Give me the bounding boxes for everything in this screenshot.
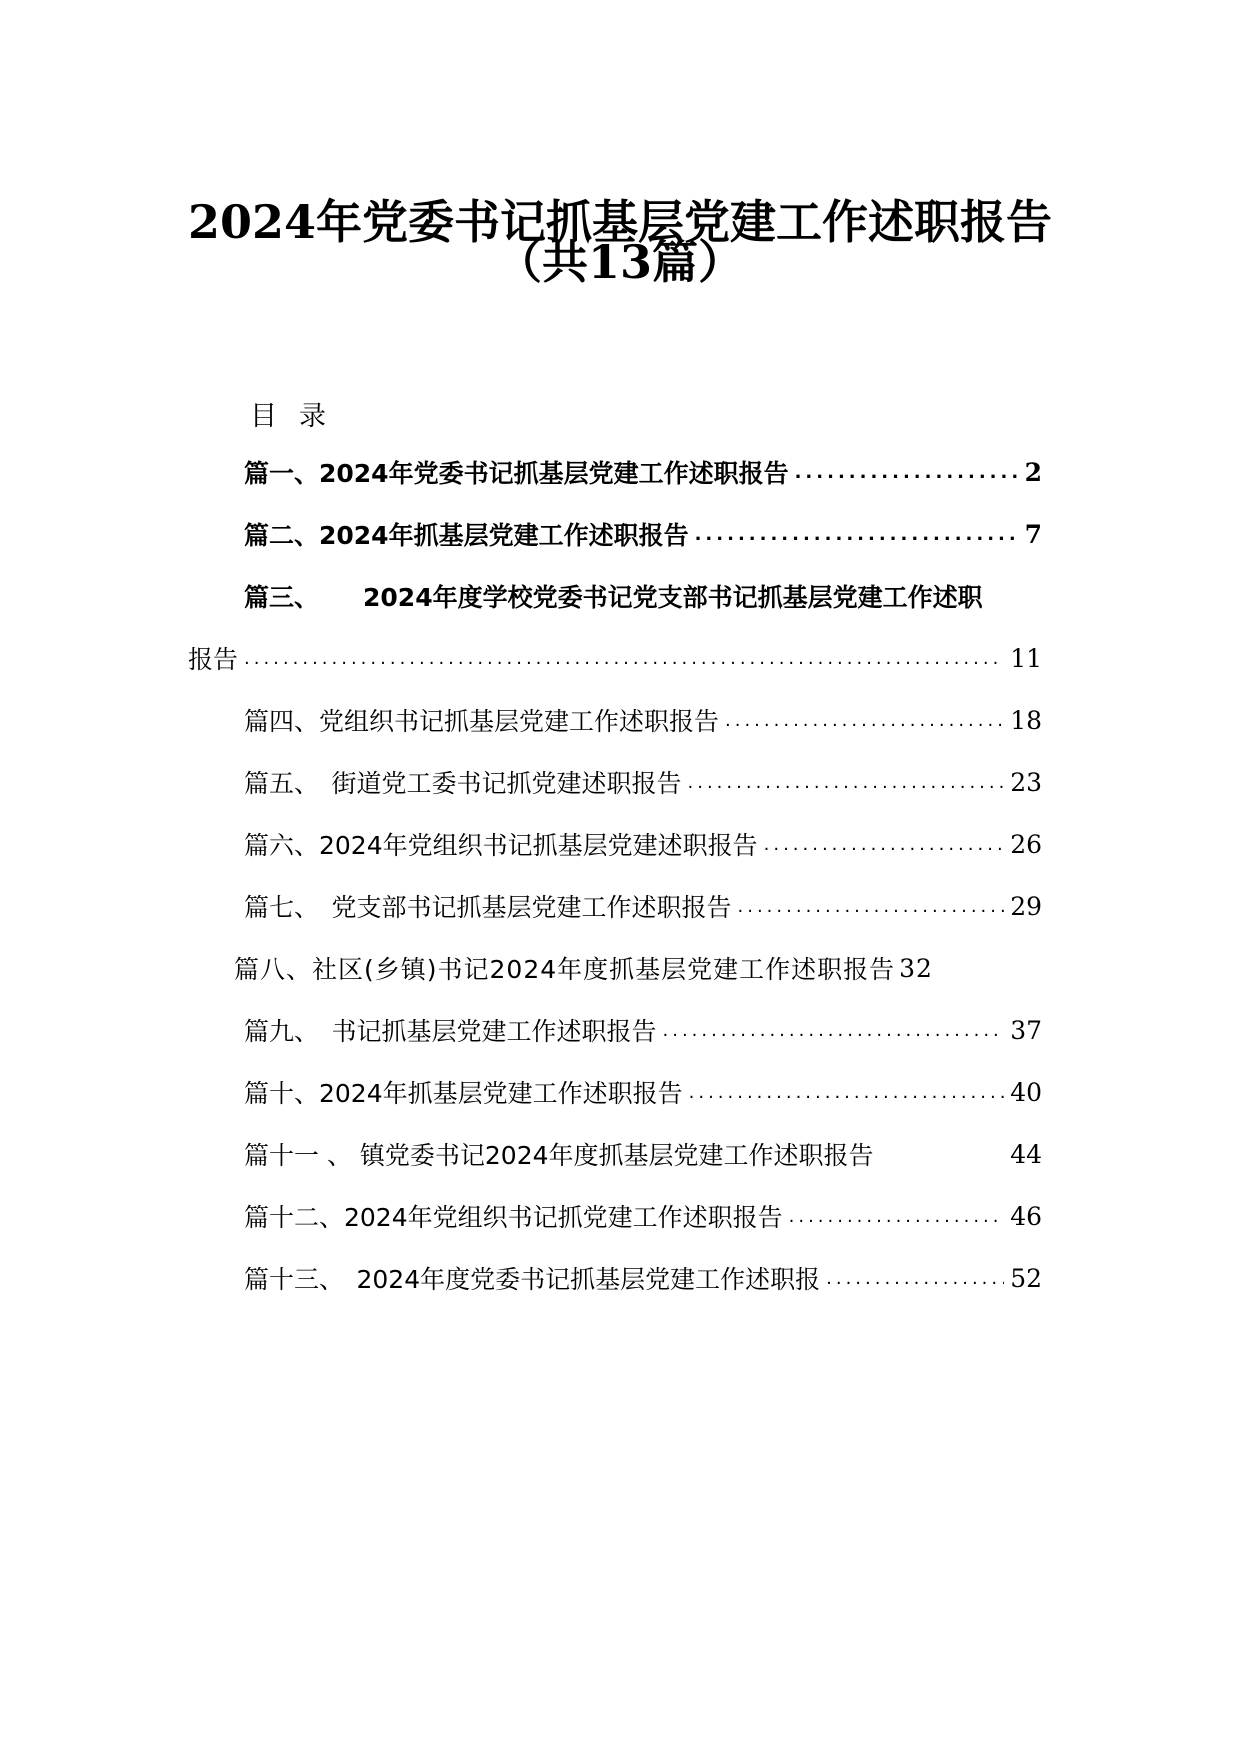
- toc-entry-3[interactable]: [244, 574, 1042, 618]
- toc-entry-3-continued[interactable]: [188, 636, 1042, 680]
- toc-entry-5[interactable]: [244, 760, 1042, 804]
- toc-entry-10[interactable]: [244, 1070, 1042, 1114]
- toc-dot-leader: [795, 462, 1019, 483]
- toc-dot-leader: [244, 648, 1004, 669]
- toc-entry-label: 篇九、 书记抓基层党建工作述职报告: [244, 1017, 657, 1046]
- toc-entry-label: 篇七、 党支部书记抓基层党建工作述职报告: [244, 893, 732, 922]
- toc-entry-8[interactable]: [234, 946, 1064, 990]
- toc-entry-6[interactable]: [244, 822, 1042, 866]
- toc-entry-label: 篇四、党组织书记抓基层党建工作述职报告: [244, 707, 720, 736]
- document-title: 2024年党委书记抓基层党建工作述职报告: [187, 195, 1053, 249]
- toc-dot-leader: [688, 772, 1005, 793]
- toc-entry-label: 篇六、2024年党组织书记抓基层党建述职报告: [244, 831, 758, 860]
- toc-entry-page: 37: [1010, 1015, 1042, 1045]
- toc-entry-page: 7: [1024, 519, 1042, 549]
- toc-dot-leader: [738, 896, 1005, 917]
- toc-entry-9[interactable]: [244, 1008, 1042, 1052]
- toc-dot-leader: [764, 834, 1005, 855]
- toc-dot-leader: [663, 1020, 1005, 1041]
- toc-dot-leader: [826, 1268, 1004, 1289]
- toc-entry-page: 23: [1010, 767, 1042, 797]
- toc-dot-leader: [689, 1082, 1005, 1103]
- toc-entry-label: 篇十三、 2024年度党委书记抓基层党建工作述职报: [244, 1265, 821, 1294]
- toc-entry-1[interactable]: [244, 450, 1042, 494]
- toc-entry-page: 2: [1024, 457, 1042, 487]
- toc-entry-label: 篇十二、2024年党组织书记抓党建工作述职报告: [244, 1203, 783, 1232]
- toc-entry-label: 篇十、2024年抓基层党建工作述职报告: [244, 1079, 683, 1108]
- toc-entry-page: 18: [1010, 705, 1042, 735]
- toc-heading: 目录: [250, 401, 348, 432]
- toc-dot-leader: [695, 524, 1019, 545]
- toc-entry-page: 40: [1010, 1077, 1042, 1107]
- toc-entry-label-continued: 报告: [188, 645, 239, 674]
- toc-entry-page: 29: [1010, 891, 1042, 921]
- toc-entry-13[interactable]: [244, 1256, 1042, 1300]
- toc-entry-label: 篇十一 、 镇党委书记2024年度抓基层党建工作述职报告: [244, 1141, 874, 1170]
- toc-entry-page: 32: [899, 953, 933, 983]
- toc-entry-label: 2024年度学校党委书记党支部书记抓基层党建工作述职: [363, 583, 983, 612]
- toc-entry-12[interactable]: [244, 1194, 1042, 1238]
- toc-entry-page: 52: [1010, 1263, 1042, 1293]
- toc-entry-page: 11: [1010, 643, 1042, 673]
- toc-entry-label: 篇二、2024年抓基层党建工作述职报告: [244, 521, 689, 550]
- toc-entry-label: 篇一、2024年党委书记抓基层党建工作述职报告: [244, 459, 789, 488]
- toc-entry-7[interactable]: [244, 884, 1042, 928]
- toc-entry-page: 26: [1010, 829, 1042, 859]
- document-subtitle: （共13篇）: [495, 235, 744, 289]
- toc-entry-4[interactable]: [244, 698, 1042, 742]
- toc-entry-label: 篇八、社区(乡镇)书记2024年度抓基层党建工作述职报告: [234, 955, 896, 984]
- toc-dot-leader: [789, 1206, 1005, 1227]
- toc-entry-11[interactable]: [244, 1132, 1042, 1176]
- toc-entry-page: 46: [1010, 1201, 1042, 1231]
- toc-entry-2[interactable]: [244, 512, 1042, 556]
- toc-entry-page: 44: [1010, 1139, 1042, 1169]
- toc-entry-label-prefix: 篇三、: [244, 583, 320, 612]
- toc-dot-leader: [725, 710, 1004, 731]
- toc-entry-label: 篇五、 街道党工委书记抓党建述职报告: [244, 769, 682, 798]
